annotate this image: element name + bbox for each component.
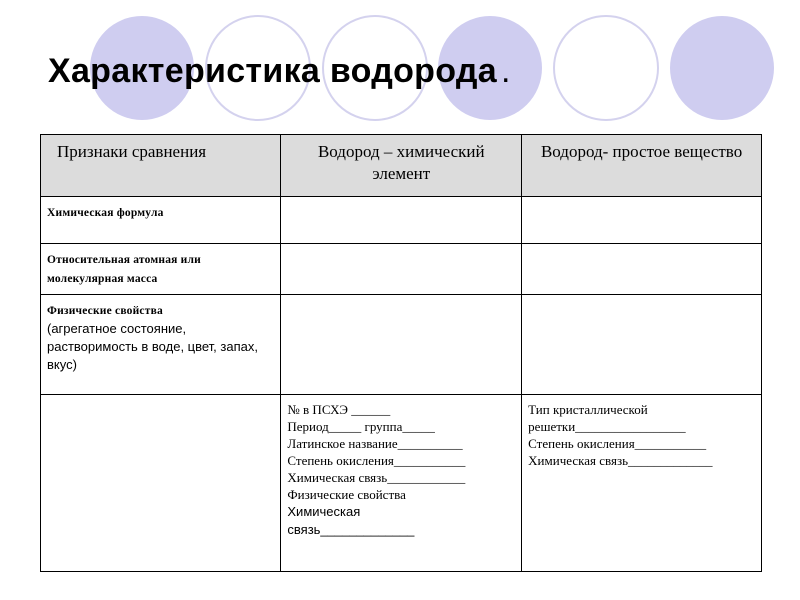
- element-line: № в ПСХЭ ______: [287, 402, 391, 417]
- cell-empty: [522, 295, 762, 395]
- element-line: Период_____ группа_____: [287, 419, 435, 434]
- comparison-table: [40, 134, 762, 572]
- table-row: [41, 244, 762, 295]
- table-row: [41, 395, 762, 572]
- row-label-text: Относительная атомная или молекулярная масса: [47, 254, 201, 285]
- row-label: [41, 295, 281, 395]
- cell-empty: [522, 244, 762, 295]
- element-line: Физические свойства: [287, 487, 406, 502]
- row-label-text: Химическая формула: [47, 207, 164, 219]
- page-title: [48, 52, 511, 91]
- row-label-text: Физические свойства: [47, 305, 163, 317]
- table-row: [41, 197, 762, 244]
- table-header-row: [41, 135, 762, 197]
- cell-empty: [281, 197, 522, 244]
- circle-6: [670, 16, 774, 120]
- substance-line: решетки_________________: [528, 419, 686, 434]
- table-row: [41, 295, 762, 395]
- header-substance: Водород- простое вещество: [522, 135, 762, 197]
- element-line: Латинское название__________: [287, 436, 463, 451]
- page-title-text: Характеристика водорода: [48, 52, 497, 90]
- cell-substance-details: [522, 395, 762, 572]
- circle-5: [554, 16, 658, 120]
- substance-line: Химическая связь_____________: [528, 453, 713, 468]
- element-extra-line: связь_____________: [287, 522, 415, 537]
- substance-line: Тип кристаллической: [528, 402, 648, 417]
- cell-empty: [41, 395, 281, 572]
- cell-empty: [281, 244, 522, 295]
- header-criteria: Признаки сравнения: [41, 135, 281, 197]
- cell-element-details: [281, 395, 522, 572]
- cell-empty: [522, 197, 762, 244]
- element-extra-line: Химическая: [287, 504, 361, 519]
- element-line: Химическая связь____________: [287, 470, 466, 485]
- element-line: Степень окисления___________: [287, 453, 466, 468]
- row-label: [41, 197, 281, 244]
- page-title-dot: .: [500, 52, 511, 90]
- cell-empty: [281, 295, 522, 395]
- row-label: [41, 244, 281, 295]
- substance-line: Степень окисления___________: [528, 436, 707, 451]
- row-sublabel-text: (агрегатное состояние, растворимость в воде, цвет, запах, вкус): [47, 321, 258, 372]
- header-element: Водород – химический элемент: [281, 135, 522, 197]
